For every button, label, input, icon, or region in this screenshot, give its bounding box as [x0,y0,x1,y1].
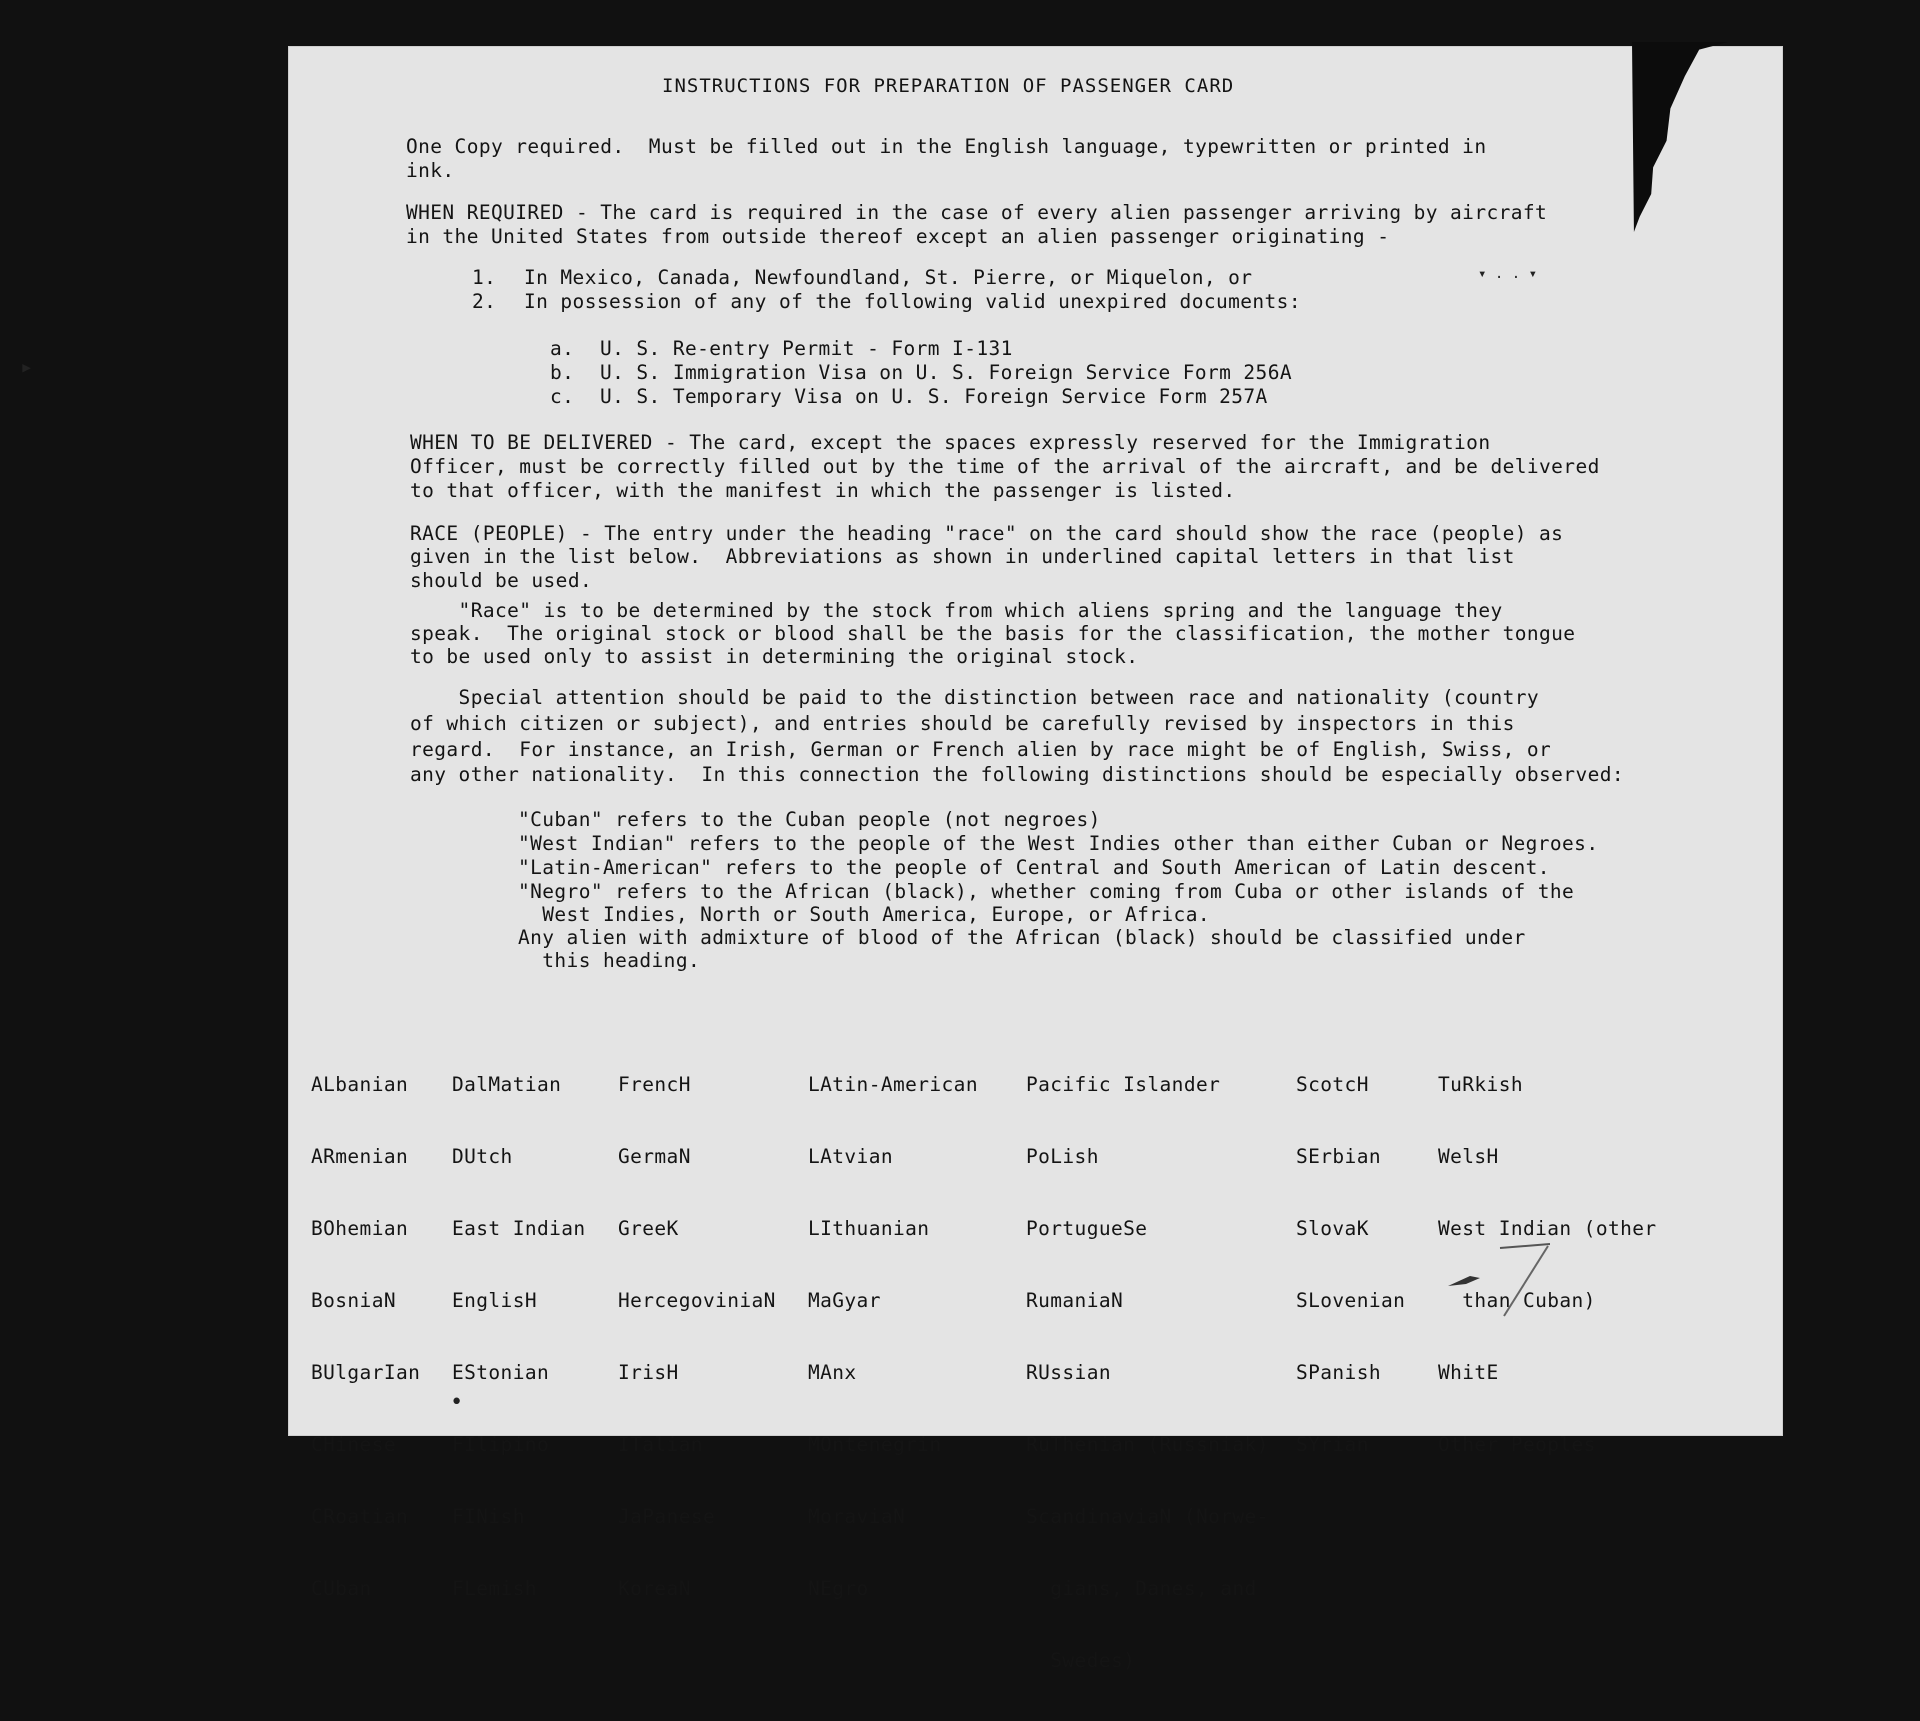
when-delivered-line-2: Officer, must be correctly filled out by the time of the arrival of the aircraft, and be delivered [410,455,1600,478]
race-entry: SLovenian [1296,1289,1406,1312]
when-delivered-line-3: to that officer, with the manifest in which the passenger is listed. [410,479,1236,502]
distinction-line-1: "Cuban" refers to the Cuban people (not negroes) [518,808,1101,831]
race-column-1 [311,1025,420,1649]
race-line-3: should be used. [410,569,593,592]
race-entry: RuThenian (Russniak) [1026,1433,1269,1456]
document-c-letter: c. [550,385,575,408]
distinction-line-6: Any alien with admixture of blood of the African (black) should be classified under [518,926,1526,949]
race-line-2: given in the list below. Abbreviations as shown in underlined capital letters in that list [410,545,1515,568]
race-def-line-1: "Race" is to be determined by the stock from which aliens spring and the language they [410,599,1503,622]
document-title: INSTRUCTIONS FOR PREPARATION OF PASSENGER CARD [662,75,1235,97]
distinction-line-2: "West Indian" refers to the people of the West Indies other than either Cuban or Negroes. [518,832,1599,855]
race-entry: KoreaN [618,1577,691,1600]
race-entry: TuRkish [1438,1073,1523,1096]
race-entry: LIthuanian [808,1217,930,1240]
race-entry: RumaniaN [1026,1289,1124,1312]
race-entry: MoraviaN [808,1505,906,1528]
numbered-2-text: In possession of any of the following valid unexpired documents: [524,290,1301,313]
race-entry: West Indian (other [1438,1217,1657,1240]
race-column-3 [618,1025,776,1649]
race-entry: Other Peoples [1438,1433,1596,1456]
race-entry: SYrian [1296,1433,1369,1456]
race-entry: FIlipino [452,1433,550,1456]
distinction-line-7: this heading. [518,949,701,972]
race-entry: EnglisH [452,1289,537,1312]
race-entry: ARmenian [311,1145,409,1168]
race-entry: BUlgarIan [311,1361,421,1384]
race-entry: ScotcH [1296,1073,1369,1096]
race-entry: LAtin-American [808,1073,978,1096]
race-entry: gians, Danes, and [1026,1577,1257,1600]
document-b-letter: b. [550,361,575,384]
race-def-line-3: to be used only to assist in determining the original stock. [410,645,1139,668]
race-entry: ScandinaviaN (Norwe- [1026,1505,1269,1528]
race-entry: ALbanian [311,1073,409,1096]
special-line-4: any other nationality. In this connection the following distinctions should be especially observed: [410,763,1624,786]
race-entry: East Indian [452,1217,586,1240]
numbered-1-num: 1. [472,266,497,289]
race-entry: JaPanese [618,1505,716,1528]
race-entry: LAtvian [808,1145,893,1168]
race-entry: DUtch [452,1145,513,1168]
race-column-2 [452,1025,586,1649]
when-required-line-2: in the United States from outside thereof except an alien passenger originating - [406,225,1390,248]
race-entry: FINish [452,1505,525,1528]
numbered-1-text: In Mexico, Canada, Newfoundland, St. Pierre, or Miquelon, or [524,266,1253,289]
race-entry: RUssian [1026,1361,1111,1384]
distinction-line-5: West Indies, North or South America, Europe, or Africa. [518,903,1210,926]
race-entry: CHinese [311,1433,396,1456]
intro-line-1: One Copy required. Must be filled out in the English language, typewritten or printed in [406,135,1487,158]
special-line-3: regard. For instance, an Irish, German or French alien by race might be of English, Swiss, or [410,738,1552,761]
race-entry: GreeK [618,1217,679,1240]
race-entry: DalMatian [452,1073,562,1096]
ink-speck-icon: • [450,1390,464,1415]
race-entry: IrisH [618,1361,679,1384]
document-c-text: U. S. Temporary Visa on U. S. Foreign Service Form 257A [600,385,1268,408]
when-required-line-1: WHEN REQUIRED - The card is required in the case of every alien passenger arriving by aircraft [406,201,1548,224]
race-column-6 [1296,1025,1405,1505]
race-entry: EStonian [452,1361,550,1384]
race-entry: GermaN [618,1145,691,1168]
race-entry: SlovaK [1296,1217,1369,1240]
race-def-line-2: speak. The original stock or blood shall be the basis for the classification, the mother tongue [410,622,1576,645]
race-entry: BOhemian [311,1217,409,1240]
when-delivered-line-1: WHEN TO BE DELIVERED - The card, except the spaces expressly reserved for the Immigration [410,431,1491,454]
race-entry: ITalian [618,1433,703,1456]
document-a-letter: a. [550,337,575,360]
distinction-line-4: "Negro" refers to the African (black), whether coming from Cuba or other islands of the [518,880,1575,903]
distinction-line-3: "Latin-American" refers to the people of Central and South American of Latin descent. [518,856,1550,879]
intro-line-2: ink. [406,159,455,182]
race-entry: FrencH [618,1073,691,1096]
race-entry: HercegoviniaN [618,1289,776,1312]
race-entry: FLemish [452,1577,537,1600]
document-b-text: U. S. Immigration Visa on U. S. Foreign Service Form 256A [600,361,1292,384]
race-entry: CRoatian [311,1505,409,1528]
race-entry: than Cuban) [1438,1289,1596,1312]
scan-dots-icon: ▾ . . ▾ [1478,266,1538,282]
document-a-text: U. S. Re-entry Permit - Form I-131 [600,337,1013,360]
race-entry: PortugueSe [1026,1217,1148,1240]
race-entry: WelsH [1438,1145,1499,1168]
pencil-mark-icon [1440,1238,1550,1328]
race-entry: SErbian [1296,1145,1381,1168]
race-entry: CUban [311,1577,372,1600]
race-column-5 [1026,1025,1269,1721]
race-entry: MAnx [808,1361,857,1384]
scan-speck-icon: ▸ [20,355,34,380]
race-entry: PoLish [1026,1145,1099,1168]
numbered-2-num: 2. [472,290,497,313]
race-column-4 [808,1025,978,1649]
race-entry: Pacific Islander [1026,1073,1221,1096]
race-entry: BosniaN [311,1289,396,1312]
race-entry: Swedes) [1026,1649,1136,1672]
race-line-1: RACE (PEOPLE) - The entry under the heading "race" on the card should show the race (people) as [410,522,1564,545]
race-entry: MOntenegrin [808,1433,942,1456]
special-line-1: Special attention should be paid to the distinction between race and nationality (country [410,686,1540,709]
race-entry: MaGyar [808,1289,881,1312]
race-entry: WhitE [1438,1361,1499,1384]
special-line-2: of which citizen or subject), and entries should be carefully revised by inspectors in this [410,712,1515,735]
race-entry: NEgro [808,1577,869,1600]
race-entry: SPanish [1296,1361,1381,1384]
